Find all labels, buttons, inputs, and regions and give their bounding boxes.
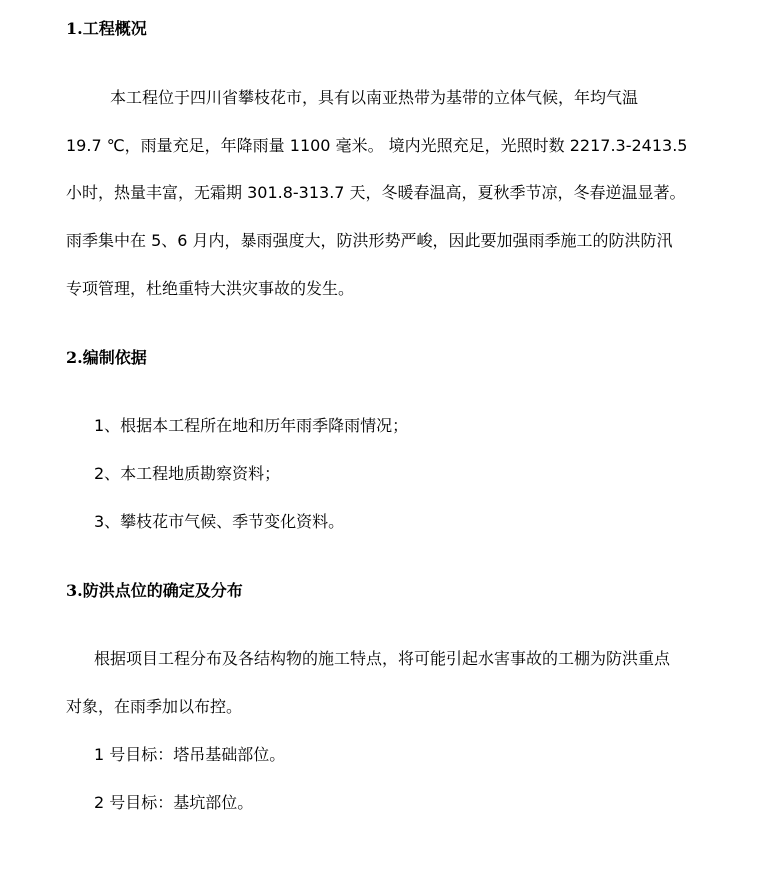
section-heading-basis: 2.编制依据 bbox=[66, 348, 147, 367]
section-heading-flood-points: 3.防洪点位的确定及分布 bbox=[66, 581, 243, 600]
target-item: 1 号目标：塔吊基础部位。 bbox=[94, 745, 286, 764]
section-heading-overview: 1.工程概况 bbox=[66, 19, 147, 38]
paragraph-line: 小时，热量丰富，无霜期 301.8-313.7 天，冬暖春温高，夏秋季节凉，冬春逆温显著。 bbox=[66, 183, 686, 202]
paragraph-line: 根据项目工程分布及各结构物的施工特点，将可能引起水害事故的工棚为防洪重点 bbox=[94, 649, 671, 668]
paragraph-line: 专项管理，杜绝重特大洪灾事故的发生。 bbox=[66, 279, 355, 298]
paragraph-line: 本工程位于四川省攀枝花市，具有以南亚热带为基带的立体气候，年均气温 bbox=[110, 88, 639, 107]
list-item: 3、攀枝花市气候、季节变化资料。 bbox=[94, 512, 345, 531]
list-item: 1、根据本工程所在地和历年雨季降雨情况； bbox=[94, 416, 409, 435]
paragraph-line: 对象，在雨季加以布控。 bbox=[66, 697, 243, 716]
paragraph-line: 雨季集中在 5、6 月内，暴雨强度大，防洪形势严峻，因此要加强雨季施工的防洪防汛 bbox=[66, 231, 673, 250]
target-item: 2 号目标：基坑部位。 bbox=[94, 793, 254, 812]
paragraph-line: 19.7 ℃，雨量充足，年降雨量 1100 毫米。 境内光照充足，光照时数 2217.3-2413.5 bbox=[66, 136, 688, 155]
list-item: 2、本工程地质勘察资料； bbox=[94, 464, 281, 483]
